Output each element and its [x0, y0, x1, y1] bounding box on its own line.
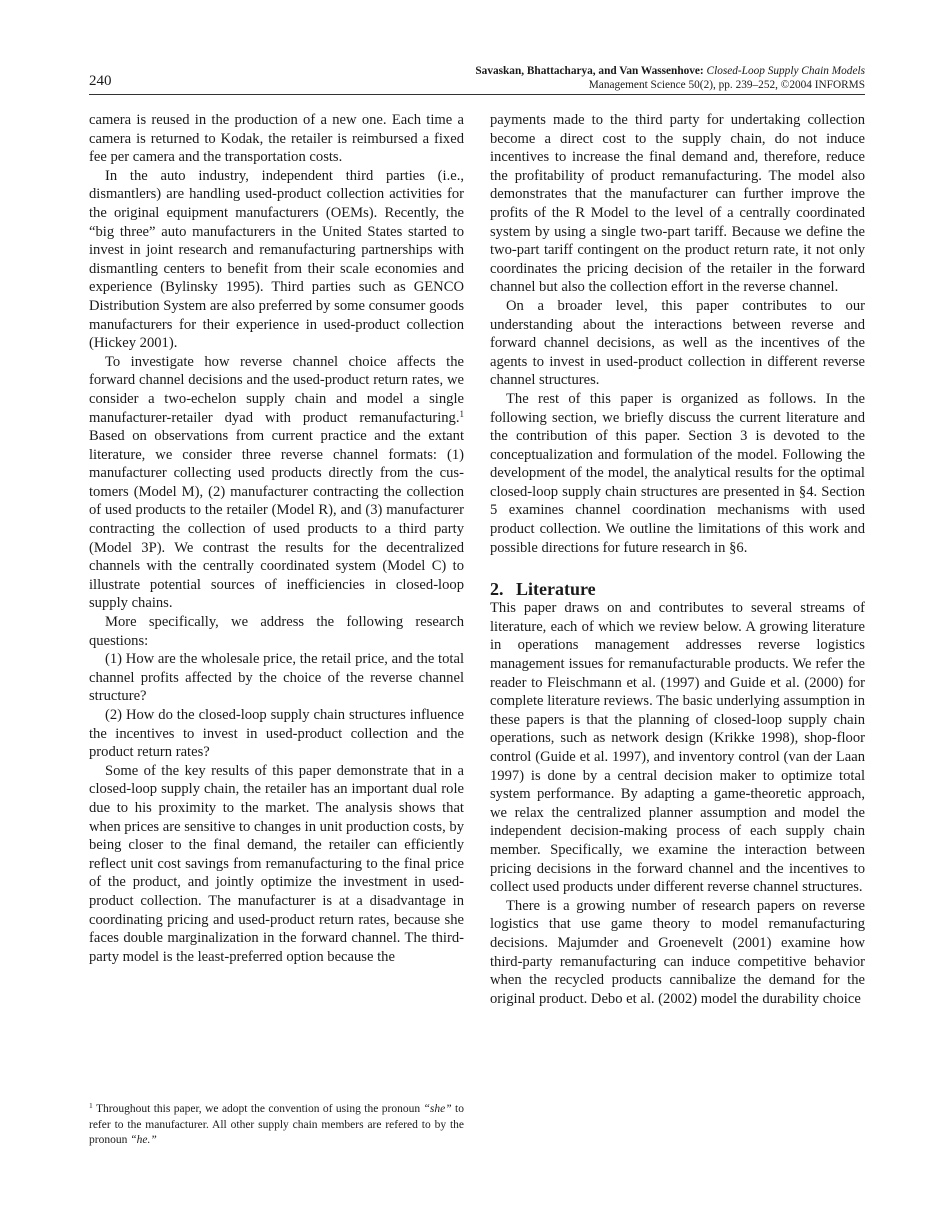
footnote-text: Throughout this paper, we adopt the convention of using the pronoun [95, 1103, 424, 1115]
footnote-emphasis: “she” [423, 1103, 452, 1115]
footnote-emphasis: “he.” [130, 1134, 157, 1146]
paragraph-text: To investigate how reverse channel choice affects the forward channel decisions and the used-product return rates, we consider a two-echelon supply chain and model a single manufacturer-retailer dyad with product remanufacturing. [89, 353, 464, 426]
paragraph: This paper draws on and contributes to several streams of literature, each of which we review below. A growing literature in operations management addresses reverse logistics management issues for remanufacturable products. We refer the reader to Fleischmann et al. (1997) and Guide et al. (2000) for complete literature reviews. The basic underlying assumption in these papers is that the planning of closed-loop supply chain operations, such as network design (Krikke 1998), shop-floor control (Guide et al. 1997), and inventory control (van der Laan 1997) is done by a central decision maker to optimize total system performance. By adapting a game-theoretic approach, we relax the centralized planner assumption and model the independent decision-making process of each supply chain member. Specifically, we examine the interaction between pricing decisions in the forward channel and the incentives to collect used products under different reverse channel structures. [490, 600, 865, 896]
paragraph: payments made to the third party for undertaking collection become a direct cost to the supply chain, do not induce incentives to increase the final demand and, therefore, reduce the profitability of product remanufacturing. The model also demonstrates that the manufacturer can further improve the profits of the R Model to the level of a centrally coordinated system by using a single two-part tariff. Because we define the two-part tariff contingent on the product return rate, it not only coordinates the pricing decision of the retailer in the forward channel but also the collection effort in the reverse channel. [490, 112, 865, 296]
paragraph: Some of the key results of this paper demonstrate that in a closed-loop supply chain, the retailer has an important dual role due to his proximity to the market. The analysis shows that when prices are sensitive to changes in unit production costs, by being closer to the final demand, the retailer can efficiently reflect unit cost savings from remanufacturing to the final price of the product, and jointly optimize the investment in used-product collection. The manufacturer is at a disadvantage in coordinating pricing and used-product return rates, because she faces double marginalization in the forward channel. The third-party model is the least-preferred option because the [89, 762, 464, 965]
authors: Savaskan, Bhattacharya, and Van Wassenhove: [475, 65, 704, 77]
right-column [490, 111, 865, 1008]
running-title-line [475, 64, 865, 78]
paragraph: More specifically, we address the following research questions: [89, 614, 464, 649]
journal-citation: Management Science 50(2), pp. 239–252, ©2004 INFORMS [588, 79, 865, 91]
paragraph: On a broader level, this paper contributes to our understanding about the interactions between reverse and forward channel decisions, as well as the incentives of the agents to invest in used-product collection in different reverse channel structures. [490, 297, 865, 389]
paragraph: In the auto industry, independent third parties (i.e., dismantlers) are handling used-product collection activities for the original equipment manufacturers (OEMs). Recently, the “big three” auto manufacturers in the United States started to invest in joint research and remanufacturing partnerships with dismantling centers to benefit from their scale economies and experience (Bylinsky 1995). Third parties such as GENCO Distribution System are also preferred by some consumer goods manufacturers for their experience in used-product collection (Hickey 2001). [89, 167, 464, 352]
section-heading [490, 579, 865, 599]
running-header [89, 64, 865, 95]
research-question: (2) How do the closed-loop supply chain structures influence the incentives to invest in used-product collection and the product return rates? [89, 707, 464, 761]
footnote [89, 1102, 464, 1149]
left-column [89, 111, 464, 966]
paragraph [89, 353, 464, 613]
page-number: 240 [89, 73, 112, 89]
section-title: Literature [516, 579, 596, 600]
section-number: 2. [490, 579, 504, 600]
paragraph: The rest of this paper is organized as follows. In the following section, we briefly discuss the current literature and the contribution of this paper. Section 3 is devoted to the conceptualization and formulation of the model. Following the development of the model, the analytical results for the optimal closed-loop supply chain structures are presented in §4. Section 5 examines channel coordination mechanisms with used product collection. We outline the limitations of this work and possible directions for future research in §6. [490, 390, 865, 556]
paragraph: There is a growing number of research papers on reverse logistics that use game theory to model remanufacturing decisions. Majumder and Groenevelt (2001) examine how third-party remanufacturing can induce competitive behavior when the recycled products cannibalize the demand for the original product. Debo et al. (2002) model the durability choice [490, 897, 865, 1007]
running-head [475, 64, 865, 92]
research-question: (1) How are the wholesale price, the retail price, and the total channel profits affected by the choice of the reverse channel structure? [89, 651, 464, 705]
footnote-reference[interactable]: 1 [459, 408, 464, 419]
footnote-text: to refer to the manufacturer. All other supply chain members are refered to by the pronoun [89, 1103, 464, 1146]
footnote-number: 1 [89, 1101, 93, 1110]
paragraph: camera is reused in the production of a new one. Each time a camera is returned to Kodak, the retailer is reimbursed a fixed fee per camera and the transportation costs. [89, 112, 464, 166]
paragraph-text: Based on observations from current practice and the extant literature, we consider three reverse channel formats: (1) manufacturer collecting used products directly from the customers (Model M), (2) manufacturer contracting the collection of used products to the retailer (Model R), and (3) manufacturer contracting the collection of used products to a third party (Model 3P). We contrast the results for the decentralized channels with the centrally coordinated system (Model C) to illustrate potential sources of inefficiencies in closed-loop supply chains. [89, 428, 464, 612]
paper-title: Closed-Loop Supply Chain Models [706, 65, 865, 77]
